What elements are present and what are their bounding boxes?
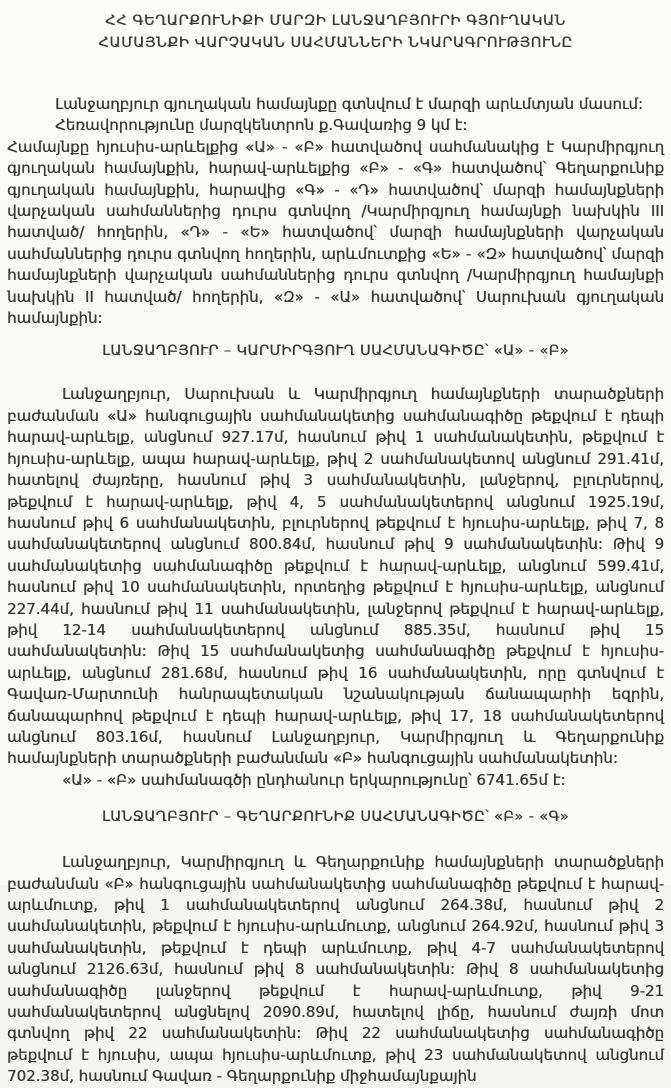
section-bg-body-paragraph: Լանջաղբյուր, Կարմիրգյուղ և Գեղարքունիք համայնքների տարածքների բաժանման «Բ» հանգուցային սահմանակետից սահմանագիծը թեքվում է հարավ-արևմուտք, թիվ 1 սահմանակետերով անցնում 264.38մ, հասնում թիվ 2 սահմանակետին, թեքվում է հյուսիս-արևմուտք, անցնում 264.92մ, հասնում թիվ 3 սահմանակետին, թեքվում է դեպի արևմուտք, թիվ 4-7 սահմանակետերով անցնում 2126.63մ, հասնում թիվ 8 սահմանակետին: Թիվ 8 սահմանակետից սահմանագիծը լանջերով թեքվում է հարավ-արևմուտք, թիվ 9-21 սահմանակետերով անցնելով 2090.89մ, հատելով լիճը, հասնում ժայռի մոտ գտնվող թիվ 22 սահմանակետին: Թիվ 22 սահմանակետից սահմանագիծը թեքվում է հյուսիս, ապա հյուսիս-արևմուտք, թիվ 23 սահմանակետով անցնում 702.38մ, հասնում Գավառ - Գեղարքունիք միջհամայնքային [7, 853, 664, 1086]
intro-borders-paragraph: Համայնքը հյուսիս-արևելքից «Ա» - «Բ» հատվածով սահմանակից է Կարմիրգյուղ գյուղական համայնքին, հարավ-արևելքից «Բ» - «Գ» հատվածով՝ Գեղարքունիք գյուղական համայնքին, հարավից «Գ» - «Դ» հատվածով՝ մարզի համայնքների վարչական սահմաններից դուրս գտնվող /Կարմիրգյուղ համայնքի նախկին III հատված/ հողերին, «Դ» - «Ե» հատվածով՝ մարզի համայնքների վարչական սահմաններից դուրս գտնվող հողերին, արևմուտքից «Ե» - «Զ» հատվածով՝ մարզի համայնքների վարչական սահմաններից դուրս գտնվող /Կարմիրգյուղ համայնքի նախկին II հատված/ հողերին, «Զ» - «Ա» հատվածով՝ Սարուխան գյուղական համայնքին: [7, 137, 664, 328]
document-title-line1: ՀՀ ԳԵՂԱՐՔՈՒՆԻՔԻ ՄԱՐԶԻ ԼԱՆՋԱՂԲՅՈՒՐԻ ԳՅՈՒՂԱԿԱՆ [105, 13, 566, 29]
intro-distance-paragraph: Հեռավորությունը մարզկենտրոն ք.Գավառից 9 կմ է: [55, 116, 468, 135]
section-heading-bg: ԼԱՆՋԱՂԲՅՈՒՐ – ԳԵՂԱՐՔՈՒՆԻՔ ՍԱՀՄԱՆԱԳԻԾԸ՝ «Բ» - «Գ» [101, 809, 570, 826]
section-heading-ab: ԼԱՆՋԱՂԲՅՈՒՐ – ԿԱՐՄԻՐԳՅՈՒՂ ՍԱՀՄԱՆԱԳԻԾԸ՝ «Ա» - «Բ» [102, 343, 569, 360]
document-title-line2: ՀԱՄԱՅՆՔԻ ՎԱՐՉԱԿԱՆ ՍԱՀՄԱՆՆԵՐԻ ՆԿԱՐԱԳՐՈՒԹՅՈՒՆԸ [98, 35, 573, 51]
document-title [7, 10, 664, 54]
section-ab-body-paragraph: Լանջաղբյուր, Սարուխան և Կարմիրգյուղ համայնքների տարածքների բաժանման «Ա» հանգուցային սահմանակետից սահմանագիծը թեքվում է դեպի հարավ-արևելք, անցնում 927.17մ, հասնում թիվ 1 սահմանակետին, թեքվում է հյուսիս-արևելք, ապա հարավ-արևելք, թիվ 2 սահմանակետով անցնում 291.41մ, հատելով ժայռերը, հասնում թիվ 3 սահմանակետին, լանջերով, բլուրներով, թեքվում է հարավ-արևելք, թիվ 4, 5 սահմանակետերով անցնում 1925.19մ, հասնում թիվ 6 սահմանակետին, բլուրներով թեքվում է հյուսիս-արևելք, թիվ 7, 8 սահմանակետերով անցնում 800.84մ, հասնում թիվ 9 սահմանակետին: Թիվ 9 սահմանակետից սահմանագիծը թեքվում է հարավ-արևելք, անցնում 599.41մ, հասնում թիվ 10 սահմանակետին, որտեղից թեքվում է հյուսիս-արևելք, անցնում 227.44մ, հասնում թիվ 11 սահմանակետին, լանջերով թեքվում է հարավ-արևելք, թիվ 12-14 սահմանակետերով անցնում 885.35մ, հասնում թիվ 15 սահմանակետին: Թիվ 15 սահմանակետից սահմանագիծը թեքվում է հյուսիս-արևելք, անցնում 281.68մ, հասնում թիվ 16 սահմանակետին, որը գտնվում է Գավառ-Մարտունի հանրապետական նշանակության ճանապարհի եզրին, ճանապարհով թեքվում է դեպի հարավ-արևելք, թիվ 17, 18 սահմանակետերով անցնում 803.16մ, հասնում Լանջաղբյուր, Կարմիրգյուղ և Գեղարքունիք համայնքների տարածքների բաժանման «Բ» հանգուցային սահմանակետին: [7, 385, 664, 768]
intro-location-paragraph: Լանջաղբյուր գյուղական համայնքը գտնվում է մարզի արևմտյան մասում: [55, 95, 643, 113]
section-ab-total-length: «Ա» - «Բ» սահմանագծի ընդհանուր երկարությունը՝ 6741.65մ է: [62, 770, 566, 789]
